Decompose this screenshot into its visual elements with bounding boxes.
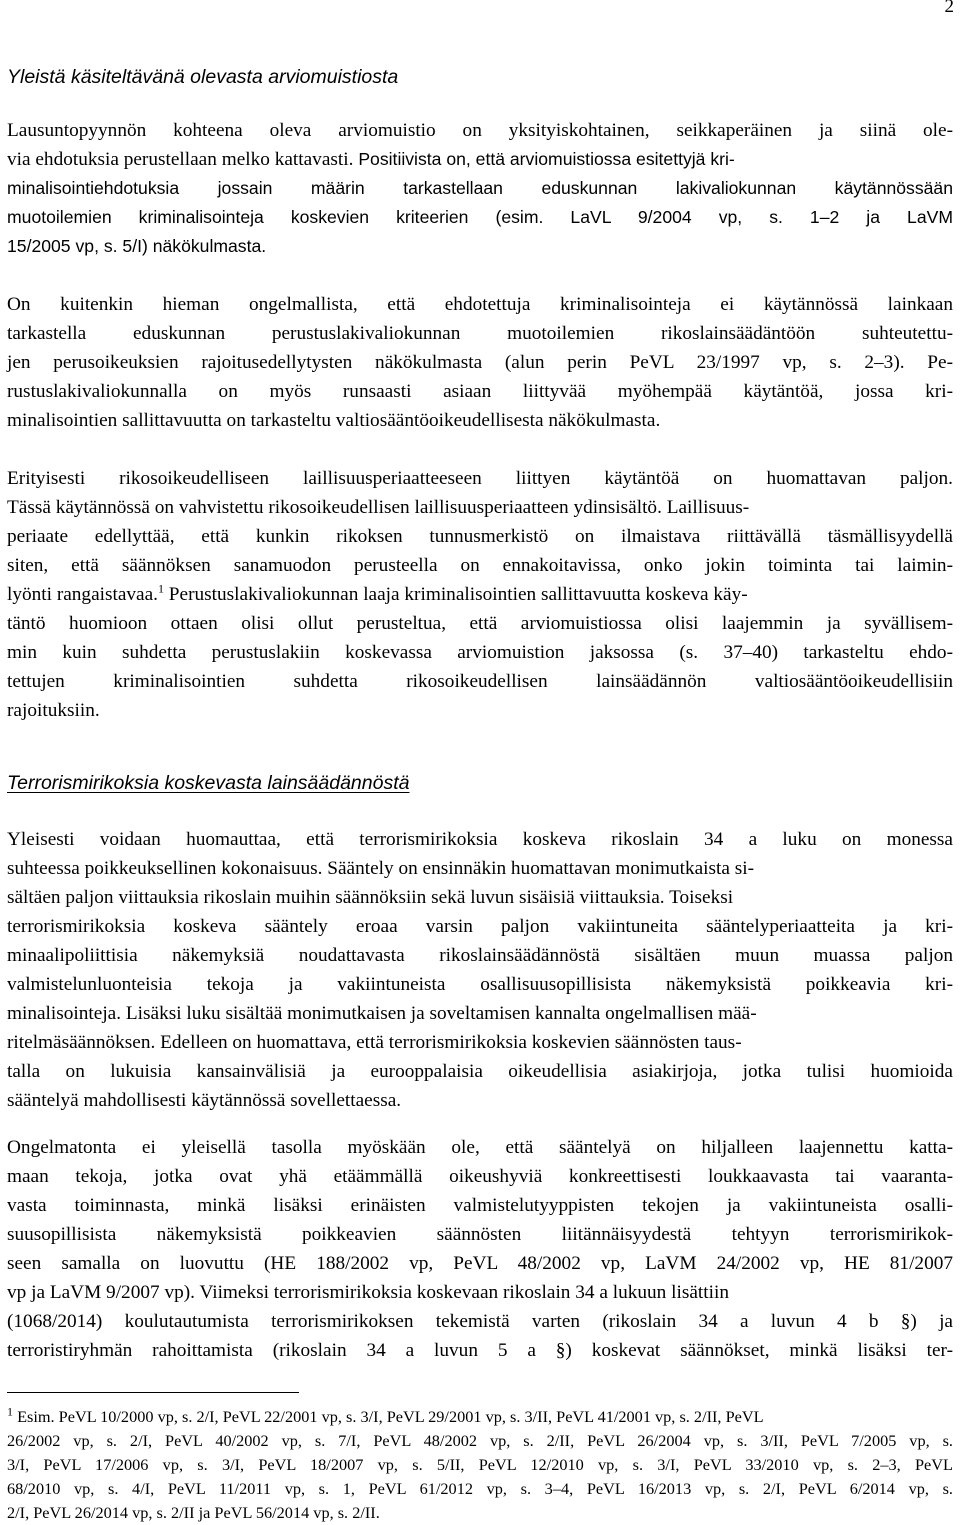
- footnote-line: $^1$ Esim. PeVL 10/2000 vp, s. 2/I, PeVL 22/2001 vp, s. 3/I, PeVL 29/2001 vp, s. 3/II, PeVL 41/2001 vp, s. 2/II, PeVL: [7, 1404, 764, 1426]
- section-heading-general: Yleistä käsiteltävänä olevasta arviomuistiosta: [7, 66, 399, 88]
- footnote-line: 26/2002 vp, s. 2/I, PeVL 40/2002 vp, s. 7/I, PeVL 48/2002 vp, s. 2/II, PeVL 26/2004 vp, s. 3/II, PeVL 7/2005 vp, s.: [7, 1431, 953, 1450]
- footnote-line: 3/I, PeVL 17/2006 vp, s. 3/I, PeVL 18/2007 vp, s. 5/II, PeVL 12/2010 vp, s. 3/I, PeVL 33/2010 vp, s. 2–3, PeVL: [7, 1455, 953, 1474]
- text-line: Yleisesti voidaan huomauttaa, että terrorismirikoksia koskeva rikoslain 34 a luku on monessa: [7, 829, 953, 850]
- footnote-line: 2/I, PeVL 26/2014 vp, s. 2/II ja PeVL 56/2014 vp, s. 2/II.: [7, 1503, 380, 1522]
- text-line: minalisointiehdotuksia jossain määrin tarkastellaan eduskunnan lakivaliokunnan käytännössään: [7, 178, 953, 198]
- paragraph-5: [7, 1133, 953, 1365]
- text-line: minalisointeja. Lisäksi luku sisältää monimutkaisen ja soveltamisen kannalta ongelmallisen mää-: [7, 1003, 757, 1024]
- footnote-line: 68/2010 vp, s. 4/I, PeVL 11/2011 vp, s. 1, PeVL 61/2012 vp, s. 3–4, PeVL 16/2013 vp, s. 2/I, PeVL 6/2014 vp, s.: [7, 1479, 953, 1498]
- text-line: terrorismirikoksia koskeva sääntely eroaa varsin paljon vakiintuneita sääntelyperiaatteita ja kri-: [7, 916, 953, 937]
- text-line: rustuslakivaliokunnalla on myös runsaasti asiaan liittyvää myöhempää käytäntöä, jossa kri-: [7, 381, 953, 402]
- text-line: valmistelunluonteisia tekoja ja vakiintuneista osallisuusopillisista näkemyksistä poikkeavia kri-: [7, 974, 953, 995]
- footnote-marker: 1: [7, 1404, 13, 1419]
- text-line: jen perusoikeuksien rajoitusedellytysten näkökulmasta (alun perin PeVL 23/1997 vp, s. 2–3). Pe-: [7, 352, 953, 373]
- paragraph-4: [7, 825, 953, 1115]
- text-line: maan tekoja, jotka ovat yhä etäämmällä oikeushyviä konkreettisesti loukkaavasta tai vaaranta-: [7, 1166, 953, 1187]
- paragraph-1: [7, 116, 953, 261]
- text-line: täntö huomioon ottaen olisi ollut perusteltua, että arviomuistiossa olisi laajemmin ja syvällisem-: [7, 613, 953, 634]
- footnote: [7, 1405, 953, 1525]
- text-line: Erityisesti rikosoikeudelliseen laillisuusperiaatteeseen liittyen käytäntöä on huomattavan paljon.: [7, 468, 953, 489]
- text-line: sältäen paljon viittauksia rikoslain muihin säännöksiin sekä luvun sisäisiä viittauksia. Toiseksi: [7, 887, 734, 908]
- footnote-ref: 1: [157, 581, 164, 596]
- paragraph-3: [7, 464, 953, 725]
- text-line: suhteessa poikkeuksellinen kokonaisuus. Sääntely on ensinnäkin huomattavan monimutkaista si-: [7, 858, 755, 879]
- text-line: siten, että säännöksen sanamuodon perusteella on ennakoitavissa, onko jokin toiminta tai laimin-: [7, 555, 953, 576]
- text-line: minaalipoliittisia näkemyksiä noudattavasta rikoslainsäädännöstä sisältäen muun muassa paljon: [7, 945, 953, 966]
- text-line: (1068/2014) koulutautumista terrorismirikoksen tekemistä varten (rikoslain 34 a luvun 4 b §) ja: [7, 1311, 953, 1332]
- text-line: On kuitenkin hieman ongelmallista, että ehdotettuja kriminalisointeja ei käytännössä lainkaan: [7, 294, 953, 315]
- text-line: min kuin suhdetta perustuslakiin koskevassa arviomuistion jaksossa (s. 37–40) tarkasteltu ehdo-: [7, 642, 953, 663]
- text-line: via ehdotuksia perustellaan melko kattavasti. Positiivista on, että arviomuistiossa esitettyjä kri-: [7, 149, 735, 170]
- text-line: ritelmäsäännöksen. Edelleen on huomattava, että terrorismirikoksia koskevien säännösten taus-: [7, 1032, 742, 1053]
- text-line: rajoituksiin.: [7, 700, 100, 721]
- text-line: minalisointien sallittavuutta on tarkasteltu valtiosääntöoikeudellisesta näkökulmasta.: [7, 410, 661, 431]
- page-number: 2: [944, 0, 954, 17]
- text-line: sääntelyä mahdollisesti käytännössä sovellettaessa.: [7, 1090, 402, 1111]
- text-line: vp ja LaVM 9/2007 vp). Viimeksi terrorismirikoksia koskevaan rikoslain 34 a lukuun lisättiin: [7, 1282, 729, 1303]
- text-line: tettujen kriminalisointien suhdetta rikosoikeudellisen lainsäädännön valtiosääntöoikeudellisiin: [7, 671, 953, 692]
- text-line: Lausuntopyynnön kohteena oleva arviomuistio on yksityiskohtainen, seikkaperäinen ja siinä ole-: [7, 120, 953, 141]
- text-line: suusopillisista näkemyksistä poikkeavien säännösten liitännäisyydestä tehtyyn terrorismirikok-: [7, 1224, 953, 1245]
- text-line: Ongelmatonta ei yleisellä tasolla myöskään ole, että sääntelyä on hiljalleen laajennettu katta-: [7, 1137, 953, 1158]
- text-line: tarkastella eduskunnan perustuslakivaliokunnan muotoilemien rikoslainsäädäntöön suhteutettu-: [7, 323, 953, 344]
- text-line: muotoilemien kriminalisointeja koskevien kriteerien (esim. LaVL 9/2004 vp, s. 1–2 ja LaVM: [7, 207, 953, 227]
- text-line: periaate edellyttää, että kunkin rikoksen tunnusmerkistö on ilmaistava riittävällä täsmällisyydellä: [7, 526, 953, 547]
- text-line: seen samalla on luovuttu (HE 188/2002 vp, PeVL 48/2002 vp, LaVM 24/2002 vp, HE 81/2007: [7, 1253, 953, 1274]
- text-line: lyönti rangaistavaa.$^1$ Perustuslakivaliokunnan laaja kriminalisointien sallittavuutta koskeva käy-: [7, 581, 748, 605]
- text-line: vasta toiminnasta, minkä lisäksi erinäisten valmistelutyyppisten tekojen ja vakiintuneista osalli-: [7, 1195, 953, 1216]
- text-line: 15/2005 vp, s. 5/I) näkökulmasta.: [7, 236, 267, 256]
- text-line: talla on lukuisia kansainvälisiä ja eurooppalaisia oikeudellisia asiakirjoja, jotka tulisi huomioida: [7, 1061, 953, 1082]
- text-line: Tässä käytännössä on vahvistettu rikosoikeudellisen laillisuusperiaatteen ydinsisältö. Laillisuus-: [7, 497, 750, 518]
- footnote-divider: [7, 1392, 299, 1393]
- text-line: terroristiryhmän rahoittamista (rikoslain 34 a luvun 5 a §) koskevat säännökset, minkä lisäksi ter-: [7, 1340, 953, 1361]
- paragraph-2: [7, 290, 953, 435]
- section-heading-terrorism: Terrorismirikoksia koskevasta lainsäädännöstä: [7, 772, 410, 794]
